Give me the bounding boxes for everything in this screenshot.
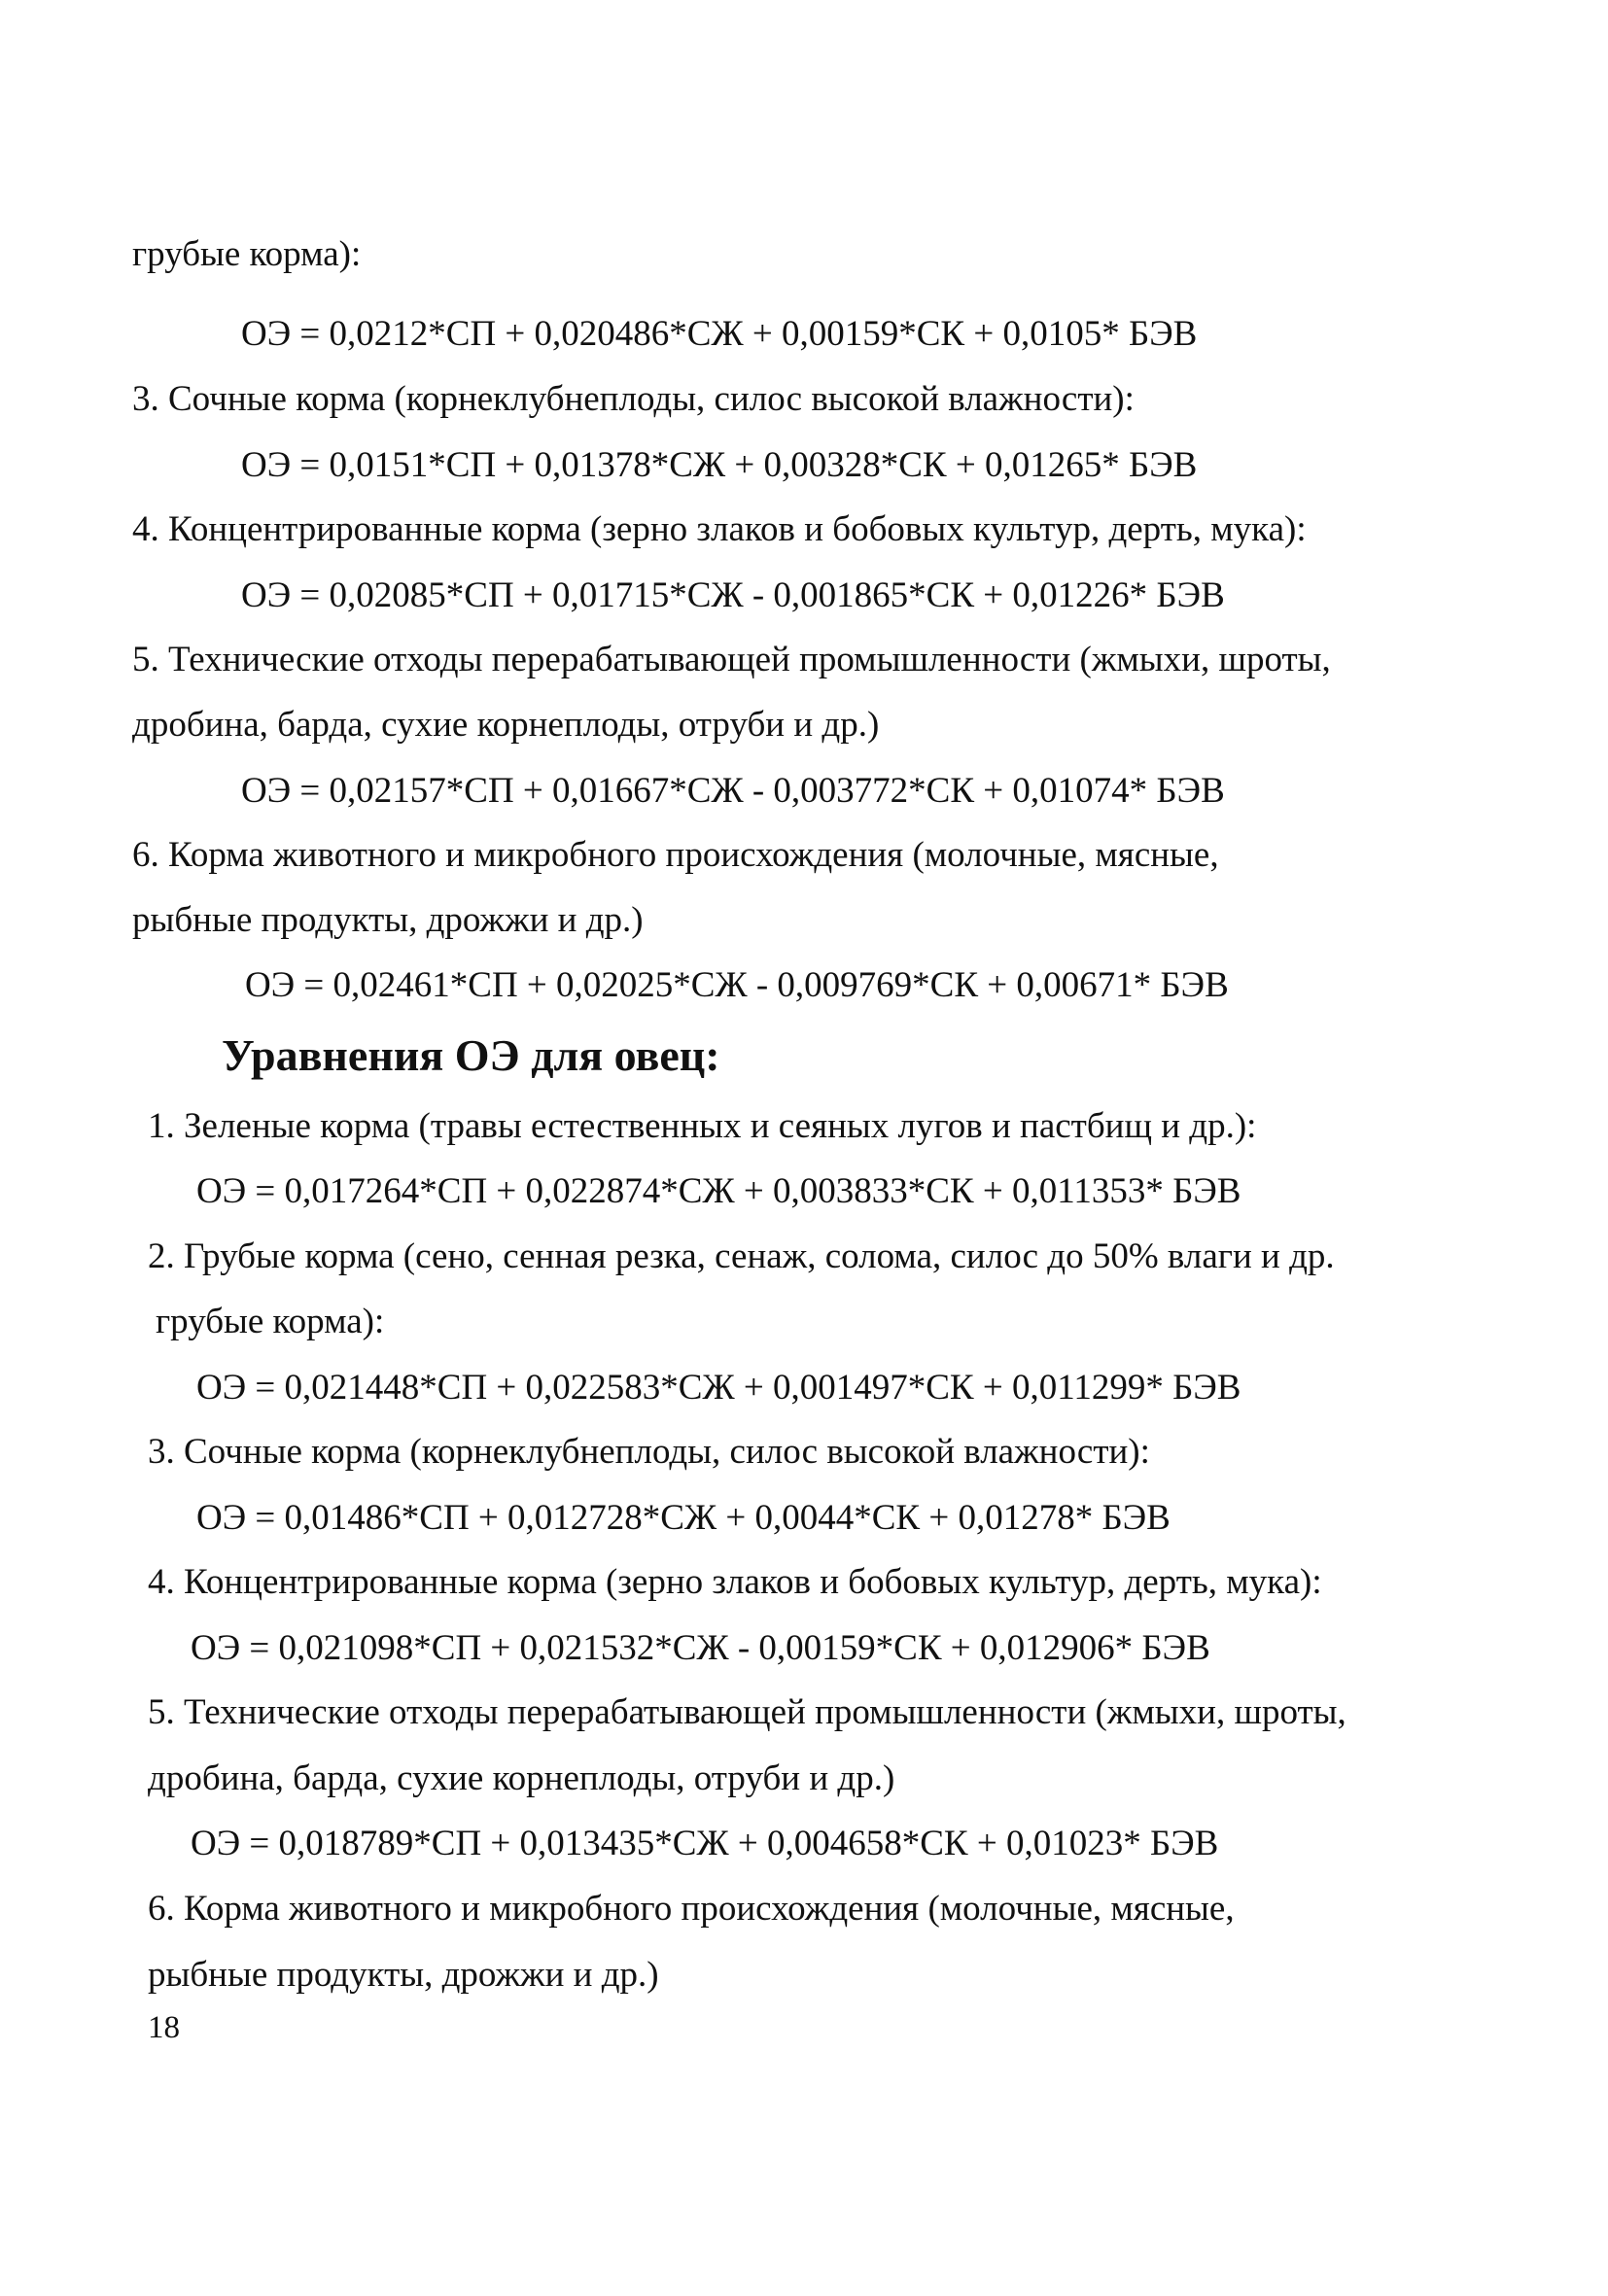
sheep-list-item-animal-feeds-cont: рыбные продукты, дрожжи и др.) [148, 1955, 659, 1995]
page-number: 18 [148, 2010, 180, 2045]
formula-animal-feeds: ОЭ = 0,02461*СП + 0,02025*СЖ - 0,009769*СК + 0,00671* БЭВ [245, 965, 1229, 1005]
sheep-list-item-succulent-feeds: 3. Сочные корма (корнеклубнеплоды, силос высокой влажности): [148, 1432, 1150, 1472]
sheep-list-item-industrial-waste-cont: дробина, барда, сухие корнеплоды, отруби и др.) [148, 1758, 895, 1798]
list-item-succulent-feeds: 3. Сочные корма (корнеклубнеплоды, силос высокой влажности): [132, 379, 1135, 419]
formula-roughage: ОЭ = 0,0212*СП + 0,020486*СЖ + 0,00159*СК + 0,0105* БЭВ [241, 314, 1198, 354]
sheep-list-item-roughage-cont: грубые корма): [156, 1302, 385, 1341]
sheep-formula-concentrated-feeds: ОЭ = 0,021098*СП + 0,021532*СЖ - 0,00159*СК + 0,012906* БЭВ [191, 1628, 1210, 1668]
list-item-animal-feeds-cont: рыбные продукты, дрожжи и др.) [132, 900, 644, 940]
sheep-list-item-industrial-waste: 5. Технические отходы перерабатывающей промышленности (жмыхи, шроты, [148, 1692, 1346, 1732]
sheep-list-item-roughage: 2. Грубые корма (сено, сенная резка, сенаж, солома, силос до 50% влаги и др. [148, 1236, 1335, 1276]
list-item-industrial-waste-cont: дробина, барда, сухие корнеплоды, отруби и др.) [132, 705, 880, 745]
sheep-formula-green-feeds: ОЭ = 0,017264*СП + 0,022874*СЖ + 0,003833*СК + 0,011353* БЭВ [196, 1171, 1241, 1211]
section-heading-sheep: Уравнения ОЭ для овец: [222, 1030, 720, 1080]
sheep-formula-succulent-feeds: ОЭ = 0,01486*СП + 0,012728*СЖ + 0,0044*СК + 0,01278* БЭВ [196, 1498, 1171, 1538]
list-item-concentrated-feeds: 4. Концентрированные корма (зерно злаков и бобовых культур, дерть, мука): [132, 509, 1307, 549]
sheep-list-item-concentrated-feeds: 4. Концентрированные корма (зерно злаков и бобовых культур, дерть, мука): [148, 1562, 1322, 1602]
sheep-formula-roughage: ОЭ = 0,021448*СП + 0,022583*СЖ + 0,001497*СК + 0,011299* БЭВ [196, 1368, 1241, 1408]
list-item-animal-feeds: 6. Корма животного и микробного происхождения (молочные, мясные, [132, 835, 1219, 875]
sheep-list-item-green-feeds: 1. Зеленые корма (травы естественных и сеяных лугов и пастбищ и др.): [148, 1106, 1257, 1146]
sheep-formula-industrial-waste: ОЭ = 0,018789*СП + 0,013435*СЖ + 0,004658*СК + 0,01023* БЭВ [191, 1824, 1219, 1863]
list-item-industrial-waste: 5. Технические отходы перерабатывающей промышленности (жмыхи, шроты, [132, 640, 1331, 679]
formula-concentrated-feeds: ОЭ = 0,02085*СП + 0,01715*СЖ - 0,001865*СК + 0,01226* БЭВ [241, 575, 1225, 615]
sheep-list-item-animal-feeds: 6. Корма животного и микробного происхождения (молочные, мясные, [148, 1889, 1235, 1929]
formula-industrial-waste: ОЭ = 0,02157*СП + 0,01667*СЖ - 0,003772*СК + 0,01074* БЭВ [241, 771, 1225, 811]
continuation-text: грубые корма): [132, 234, 362, 274]
formula-succulent-feeds: ОЭ = 0,0151*СП + 0,01378*СЖ + 0,00328*СК + 0,01265* БЭВ [241, 445, 1198, 485]
